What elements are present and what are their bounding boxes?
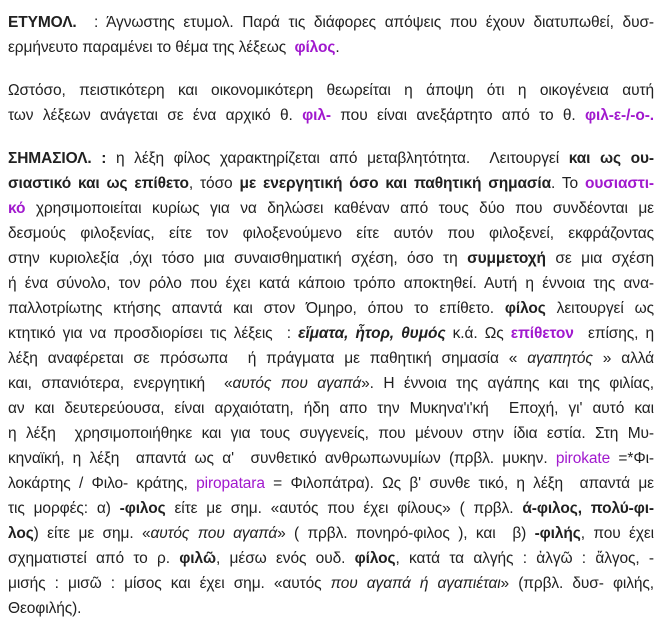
text-line: [8, 103, 654, 128]
text-line: [8, 171, 654, 196]
text-line: [8, 571, 654, 596]
text-line: [8, 346, 654, 371]
text-run: αν και δευτερεύουσα, είναι αρχαιότατη, ήδη απο την Μυκηνα'ι'κή Εποχή, γι' αυτό και: [8, 400, 654, 417]
text-run: .: [335, 39, 340, 56]
text-run: , που έχει: [580, 525, 655, 542]
text-line: [8, 321, 654, 346]
text-run: pirokate: [555, 450, 611, 467]
text-line: [8, 496, 654, 521]
text-run: » (πρβλ. δυσ- φιλής,: [500, 575, 654, 592]
text-run: = Φιλοπάτρα). Ως β' συνθε τικό, η λέξη απαντά με: [264, 475, 654, 492]
paragraph-etymology: [8, 10, 654, 60]
text-run: των λέξεων ανάγεται σε ένα αρχικό θ.: [8, 107, 303, 124]
text-run: με ενεργητική όσο και παθητική σημασία: [239, 175, 552, 192]
text-run: αυτός που αγαπά: [232, 375, 362, 392]
text-line: [8, 146, 654, 171]
text-run: φιλῶ: [179, 550, 217, 567]
text-line: [8, 596, 654, 621]
text-run: μισής : μισῶ : μίσος και έχει σημ. «αυτός: [8, 575, 331, 592]
text-run: λοκάρτης / Φιλο- κράτης,: [8, 475, 197, 492]
text-line: [8, 221, 654, 246]
text-run: φίλος: [294, 39, 336, 56]
text-line: [8, 271, 654, 296]
text-run: η λέξη φίλος χαρακτηρίζεται από μεταβλητότητα. Λειτουργεί: [106, 150, 569, 167]
text-run: κτητικό για να προσδιορίσει τις λέξεις :: [8, 325, 299, 342]
text-run: φιλ-ε-/-ο-.: [585, 107, 654, 124]
text-run: ΣΗΜΑΣΙΟΛ. :: [8, 150, 107, 167]
text-run: φίλος: [354, 550, 396, 567]
text-run: αυτός που αγαπά: [150, 525, 278, 542]
text-run: κό: [8, 200, 26, 217]
text-run: , τόσο: [188, 175, 240, 192]
text-run: σε μια σχέση: [545, 250, 654, 267]
text-run: ». Η έννοια της αγάπης και της φιλίας,: [361, 375, 654, 392]
text-run: και ως ου-: [568, 150, 654, 167]
text-run: αγαπητός: [527, 350, 593, 367]
text-run: παλλοτρίωτης κτήσης απαντά και στον Όμηρο, όπου το επίθετο.: [8, 300, 505, 317]
text-run: Ωστόσο, πειστικότερη και οικονομικότερη θεωρείται η άποψη ότι η οικογένεια αυτή: [8, 82, 654, 99]
text-run: τις μορφές: α): [8, 500, 120, 517]
text-run: χρησιμοποιείται κυρίως για να δηλώσει καθέναν από τους δύο που συνδέονται με: [25, 200, 654, 217]
text-run: επίθετον: [510, 325, 574, 342]
text-run: , μέσω ενός ουδ.: [216, 550, 355, 567]
text-line: [8, 421, 654, 446]
paragraph-semantics: [8, 146, 654, 621]
text-run: Θεοφιλής).: [8, 600, 82, 617]
text-run: ΕΤΥΜΟΛ.: [8, 14, 77, 31]
text-run: φιλ-: [302, 107, 331, 124]
paragraph-etymology-theory: [8, 78, 654, 128]
text-line: [8, 35, 654, 60]
text-run: λέξη αναφέρεται σε πρόσωπα ή πράγματα με παθητική σημασία «: [8, 350, 528, 367]
text-run: που είναι ανεξάρτητο από το θ.: [330, 107, 585, 124]
text-run: σιαστικό και ως επίθετο: [8, 175, 189, 192]
text-run: συμμετοχή: [467, 250, 546, 267]
text-run: ή ένα σύνολο, τον ρόλο που έχει κατά κάποιο τρόπο αποκτηθεί. Αυτή η έννοια της ανα-: [8, 275, 654, 292]
text-run: που αγαπά ή αγαπιέται: [330, 575, 501, 592]
text-run: φίλος: [504, 300, 546, 317]
text-run: λειτουργεί ως: [545, 300, 654, 317]
text-line: [8, 10, 654, 35]
text-line: [8, 296, 654, 321]
text-run: ουσιαστι-: [584, 175, 654, 192]
text-run: =*Φι-: [610, 450, 654, 467]
text-run: -φιλής: [534, 525, 581, 542]
text-run: εἵματα, ἦτορ, θυμός: [298, 325, 446, 342]
text-run: ) είτε με σημ. «: [33, 525, 151, 542]
text-run: » αλλά: [592, 350, 654, 367]
text-line: [8, 246, 654, 271]
text-run: η λέξη χρησιμοποιήθηκε και για τους συγγενείς, που μένουν στην ίδια εστία. Στη Μυ-: [8, 425, 654, 442]
text-run: επίσης, η: [573, 325, 655, 342]
text-run: -φιλος: [119, 500, 166, 517]
text-line: [8, 546, 654, 571]
text-line: [8, 371, 654, 396]
text-run: είτε με σημ. «αυτός που έχει φίλους» ( πρβλ.: [165, 500, 523, 517]
text-run: : Άγνωστης ετυμολ. Παρά τις διάφορες απόψεις που έχουν διατυπωθεί, δυσ-: [76, 14, 654, 31]
text-run: κ.ά. Ως: [445, 325, 511, 342]
text-run: piropatara: [196, 475, 265, 492]
text-run: λος: [8, 525, 34, 542]
text-run: και, σπανιότερα, ενεργητική «: [8, 375, 233, 392]
text-run: κηναϊκή, η λέξη απαντά ως α' συνθετικό ανθρωπωνυμίων (πρβλ. μυκην.: [8, 450, 556, 467]
text-run: σχηματιστεί από το ρ.: [8, 550, 180, 567]
text-line: [8, 446, 654, 471]
text-line: [8, 78, 654, 103]
text-run: ά-φιλος, πολύ-φι-: [522, 500, 654, 517]
text-run: ερμήνευτο παραμένει το θέμα της λέξεως: [8, 39, 295, 56]
text-line: [8, 521, 654, 546]
text-line: [8, 196, 654, 221]
text-run: στην κυριολεξία ,όχι τόσο μια συναισθηματική σχέση, όσο τη: [8, 250, 468, 267]
text-run: , κατά τα αλγής : ἀλγῶ : ἄλγος, -: [395, 550, 654, 567]
text-line: [8, 471, 654, 496]
text-run: δεσμούς φιλοξενίας, είτε τον φιλοξενούμενο είτε αυτόν που φιλοξενεί, εκφράζοντας: [8, 225, 654, 242]
text-run: » ( πρβλ. πονηρό-φιλος ), και β): [277, 525, 535, 542]
text-run: . Το: [551, 175, 585, 192]
text-line: [8, 396, 654, 421]
